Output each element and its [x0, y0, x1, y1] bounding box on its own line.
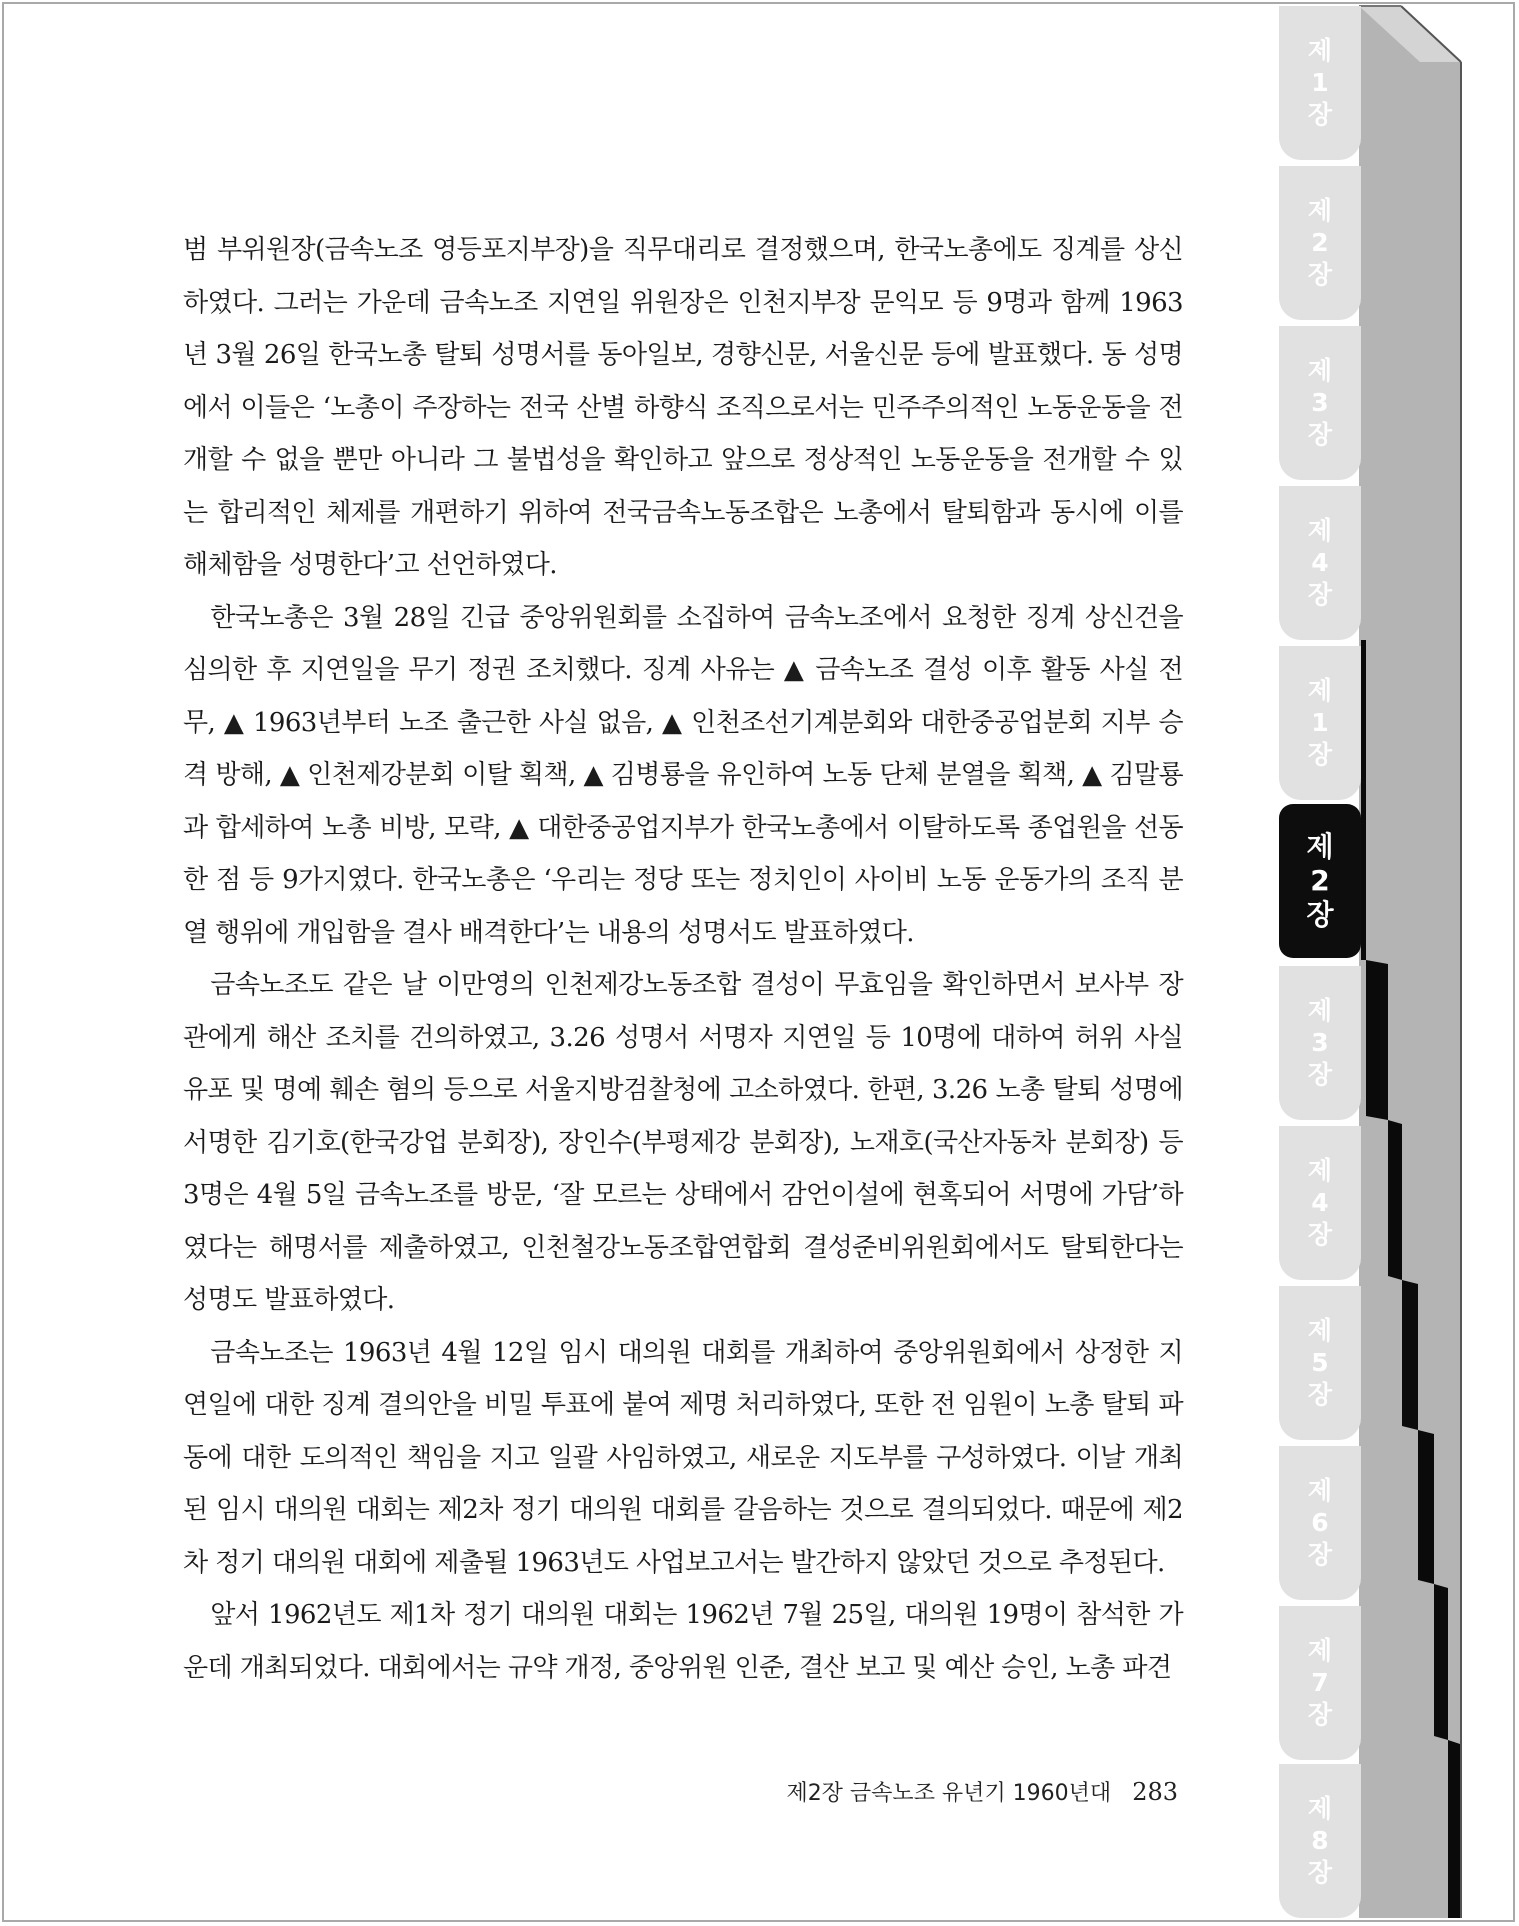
tab-char: 장: [1307, 420, 1333, 449]
tab-char: 장: [1307, 580, 1333, 609]
tab-chapter-number: 6: [1311, 1508, 1329, 1537]
paragraph-2: 한국노총은 3월 28일 긴급 중앙위원회를 소집하여 금속노조에서 요청한 징계 상신건을 심의한 후 지연일을 무기 정권 조치했다. 징계 사유는 ▲ 금속노조 결성 이후 활동 사실 전무, ▲ 1963년부터 노조 출근한 사실 없음, ▲ 인천조선기계분회와 대한중공업분회 지부 승격 방해, ▲ 인천제강분회 이탈 획책, ▲ 김병룡을 유인하여 노동 단체 분열을 획책, ▲ 김말룡과 합세하여 노총 비방, 모략, ▲ 대한중공업지부가 한국노총에서 이탈하도록 종업원을 선동한 점 등 9가지였다. 한국노총은 ‘우리는 정당 또는 정치인이 사이비 노동 운동가의 조직 분열 행위에 개입함을 결사 배격한다’는 내용의 성명서도 발표하였다.: [183, 602, 1183, 948]
paragraph-1: 범 부위원장(금속노조 영등포지부장)을 직무대리로 결정했으며, 한국노총에도 징계를 상신하였다. 그러는 가운데 금속노조 지연일 위원장은 인천지부장 문익모 등 9명과 함께 1963년 3월 26일 한국노총 탈퇴 성명서를 동아일보, 경향신문, 서울신문 등에 발표했다. 동 성명에서 이들은 ‘노총이 주장하는 전국 산별 하향식 조직으로서는 민주주의적인 노동운동을 전개할 수 없을 뿐만 아니라 그 불법성을 확인하고 앞으로 정상적인 노동운동을 전개할 수 있는 합리적인 체제를 개편하기 위하여 전국금속노동조합은 노총에서 탈퇴함과 동시에 이를 해체함을 성명한다’고 선언하였다.: [183, 235, 1183, 580]
chapter-tab[interactable]: [1279, 6, 1361, 160]
tab-char: 제: [1307, 1156, 1333, 1185]
chapter-tab[interactable]: [1279, 1764, 1361, 1918]
tab-char: 제: [1307, 996, 1333, 1025]
chapter-tab[interactable]: [1279, 166, 1361, 320]
tab-char: 제: [1307, 356, 1333, 385]
tab-char: 제: [1306, 830, 1334, 863]
tab-char: 장: [1307, 1060, 1333, 1089]
tab-char: 장: [1307, 260, 1333, 289]
tab-char: 장: [1307, 740, 1333, 769]
tab-char: 제: [1307, 1316, 1333, 1345]
tab-chapter-number: 3: [1311, 388, 1329, 417]
chapter-tab[interactable]: [1279, 1606, 1361, 1760]
chapter-tab-active[interactable]: [1279, 804, 1361, 958]
tab-char: 제: [1307, 1794, 1333, 1823]
tab-char: 제: [1307, 1476, 1333, 1505]
running-title: 제2장 금속노조 유년기 1960년대: [786, 1781, 1112, 1806]
page-stack-top: [1359, 6, 1461, 62]
paragraph-5: 앞서 1962년도 제1차 정기 대의원 대회는 1962년 7월 25일, 대의원 19명이 참석한 가운데 개최되었다. 대회에서는 규약 개정, 중앙위원 인준, 결산 보고 및 예산 승인, 노총 파견: [183, 1600, 1183, 1683]
tab-chapter-number: 2: [1311, 228, 1329, 257]
tab-chapter-number: 5: [1311, 1348, 1329, 1377]
tab-char: 제: [1307, 1636, 1333, 1665]
tab-chapter-number: 8: [1311, 1826, 1329, 1855]
tab-char: 장: [1307, 100, 1333, 129]
chapter-tab[interactable]: [1279, 1126, 1361, 1280]
chapter-tab[interactable]: [1279, 1446, 1361, 1600]
body-text: [183, 224, 1183, 1694]
tab-chapter-number: 4: [1311, 1188, 1329, 1217]
tab-char: 장: [1307, 1380, 1333, 1409]
page-stack-side: [1359, 6, 1461, 1918]
tab-char: 장: [1307, 1858, 1333, 1887]
chapter-tab[interactable]: [1279, 646, 1361, 800]
tab-char: 장: [1307, 1540, 1333, 1569]
chapter-tab[interactable]: [1279, 966, 1361, 1120]
page-number: 283: [1132, 1778, 1178, 1806]
tab-char: 제: [1307, 516, 1333, 545]
tab-char: 장: [1306, 898, 1334, 931]
tab-char: 장: [1307, 1700, 1333, 1729]
tab-chapter-number: 4: [1311, 548, 1329, 577]
tab-chapter-number: 1: [1311, 708, 1329, 737]
paragraph-3: 금속노조도 같은 날 이만영의 인천제강노동조합 결성이 무효임을 확인하면서 보사부 장관에게 해산 조치를 건의하였고, 3.26 성명서 서명자 지연일 등 10명에 대하여 허위 사실 유포 및 명예 훼손 혐의 등으로 서울지방검찰청에 고소하였다. 한편, 3.26 노총 탈퇴 성명에 서명한 김기호(한국강업 분회장), 장인수(부평제강 분회장), 노재호(국산자동차 분회장) 등 3명은 4월 5일 금속노조를 방문, ‘잘 모르는 상태에서 감언이설에 현혹되어 서명에 가담’하였다는 해명서를 제출하였고, 인천철강노동조합연합회 결성준비위원회에서도 탈퇴한다는 성명도 발표하였다.: [183, 970, 1183, 1315]
tab-chapter-number: 3: [1311, 1028, 1329, 1057]
chapter-tab[interactable]: [1279, 1286, 1361, 1440]
tab-char: 장: [1307, 1220, 1333, 1249]
tab-char: 제: [1307, 676, 1333, 705]
page-edge-tabs: [1361, 640, 1460, 1918]
tab-chapter-number: 2: [1310, 864, 1330, 897]
chapter-tab[interactable]: [1279, 486, 1361, 640]
chapter-tab[interactable]: [1279, 326, 1361, 480]
tab-char: 제: [1307, 196, 1333, 225]
tab-chapter-number: 1: [1311, 68, 1329, 97]
page-footer: [600, 1776, 1178, 1807]
tab-chapter-number: 7: [1311, 1668, 1329, 1697]
paragraph-4: 금속노조는 1963년 4월 12일 임시 대의원 대회를 개최하여 중앙위원회에서 상정한 지연일에 대한 징계 결의안을 비밀 투표에 붙여 제명 처리하였다, 또한 전 임원이 노총 탈퇴 파동에 대한 도의적인 책임을 지고 일괄 사임하였고, 새로운 지도부를 구성하였다. 이날 개최된 임시 대의원 대회는 제2차 정기 대의원 대회를 갈음하는 것으로 결의되었다. 때문에 제2차 정기 대의원 대회에 제출될 1963년도 사업보고서는 발간하지 않았던 것으로 추정된다.: [183, 1337, 1183, 1578]
tab-char: 제: [1307, 36, 1333, 65]
